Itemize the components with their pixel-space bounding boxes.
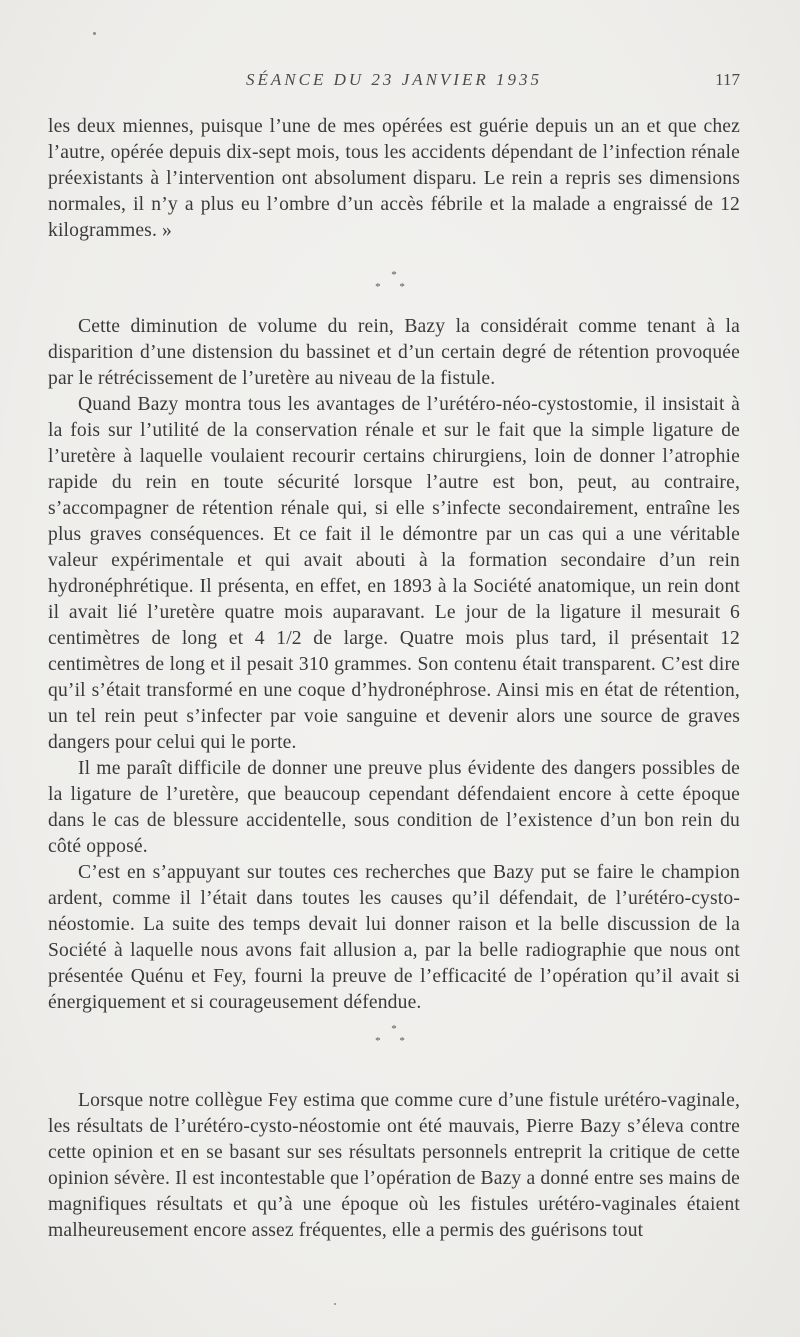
asterism-top: * (391, 1023, 397, 1035)
page-header (48, 70, 740, 96)
body-text (48, 114, 740, 1244)
asterism-bottom: * * (375, 281, 413, 293)
paragraph: Cette diminution de volume du rein, Bazy la considérait comme tenant à la disparition d’une distension du bassinet et d’un certain degré de rétention provoquée par le rétrécissement de l’uretère au niveau de la fistule. (48, 316, 740, 389)
paragraph: Il me paraît difficile de donner une preuve plus évidente des dangers possibles de la ligature de l’uretère, que beaucoup cependant défendaient encore à cette époque dans le cas de blessure accidentelle, sous condition de l’existence d’un bon rein du côté opposé. (48, 758, 740, 857)
section-separator (48, 244, 740, 314)
asterism-bottom: * * (375, 1035, 413, 1047)
print-speck (334, 1303, 336, 1305)
asterism-top: * (391, 269, 397, 281)
section-separator (48, 1016, 740, 1088)
print-speck (93, 32, 96, 35)
paragraph-continuation: les deux miennes, puisque l’une de mes opérées est guérie depuis un an et que chez l’autre, opérée depuis dix-sept mois, tous les accidents dépendant de l’infection rénale préexistants à l’intervention ont absolument disparu. Le rein a repris ses dimensions normales, il n’y a plus eu l’ombre d’un accès fébrile et la malade a engraissé de 12 kilogrammes. » (48, 116, 740, 241)
paragraph: C’est en s’appuyant sur toutes ces recherches que Bazy put se faire le champion ardent, comme il l’était dans toutes les causes qu’il défendait, de l’urétéro-cysto-néostomie. La suite des temps devait lui donner raison et la belle discussion de la Société à laquelle nous avons fait allusion a, par la belle radiographie que nous ont présentée Quénu et Fey, fourni la preuve de l’efficacité de l’opération qu’il avait si énergiquement et si courageusement défendue. (48, 862, 740, 1013)
paragraph: Quand Bazy montra tous les avantages de l’urétéro-néo-cystostomie, il insistait à la fois sur l’utilité de la conservation rénale et sur le fait que la simple ligature de l’uretère à laquelle voulaient recourir certains chirurgiens, loin de donner l’atrophie rapide du rein en toute sécurité lorsque l’autre est bon, peut, au contraire, s’accompagner de rétention rénale qui, si elle s’infecte secondairement, entraîne les plus graves conséquences. Et ce fait il le démontre par un cas qui a une véritable valeur expérimentale et qui avait abouti à la formation secondaire d’un rein hydronéphrétique. Il présenta, en effet, en 1893 à la Société anatomique, un rein dont il avait lié l’uretère quatre mois auparavant. Le jour de la ligature il mesurait 6 centimètres de long et 4 1/2 de large. Quatre mois plus tard, il présentait 12 centimètres de long et il pesait 310 grammes. Son contenu était transparent. C’est dire qu’il s’était transformé en une coque d’hydronéphrose. Ainsi mis en état de rétention, un tel rein peut s’infecter par voie sanguine et devenir alors une source de graves dangers pour celui qui le porte. (48, 394, 740, 753)
page-number: 117 (715, 70, 740, 89)
running-title: SÉANCE DU 23 JANVIER 1935 (246, 70, 542, 89)
paragraph: Lorsque notre collègue Fey estima que comme cure d’une fistule urétéro-vaginale, les résultats de l’urétéro-cysto-néostomie ont été mauvais, Pierre Bazy s’éleva contre cette opinion et en se basant sur ses résultats personnels entreprit la critique de cette opinion sévère. Il est incontestable que l’opération de Bazy a donné entre ses mains de magnifiques résultats et qu’à une époque où les fistules urétéro-vaginales étaient malheureusement encore assez fréquentes, elle a permis des guérisons tout (48, 1090, 740, 1241)
